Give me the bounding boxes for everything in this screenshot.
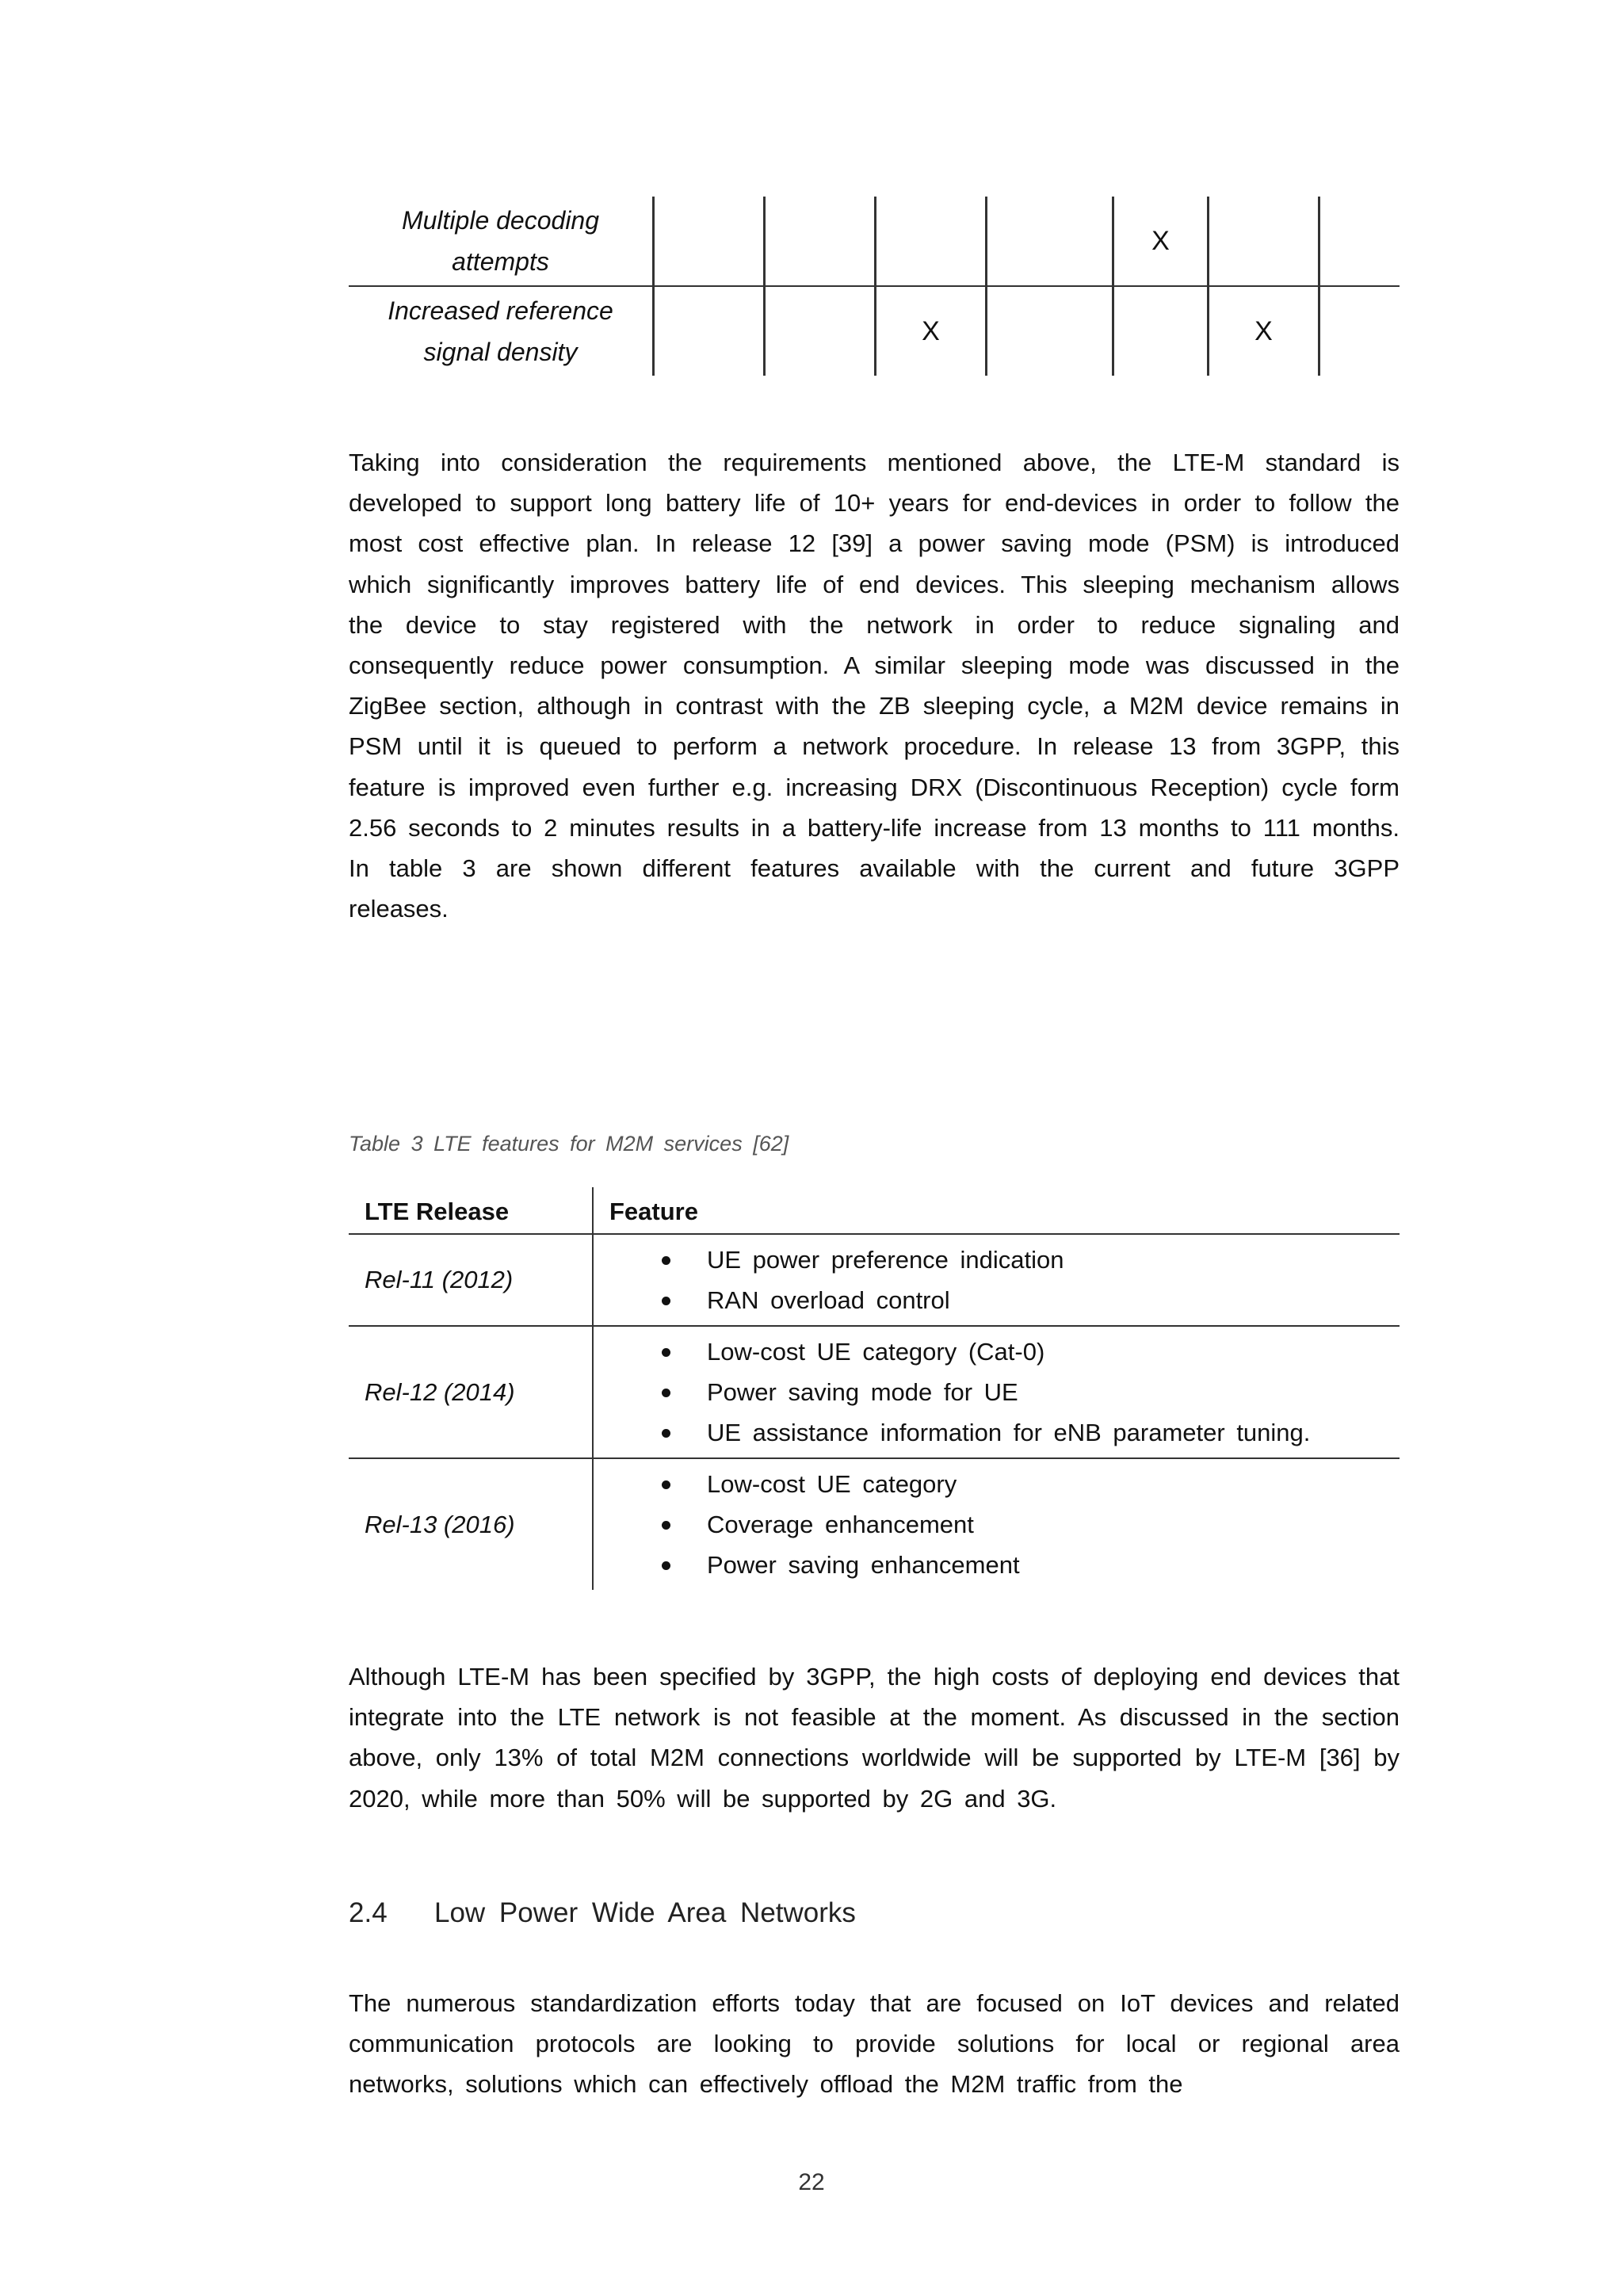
bullet-icon [662, 1480, 670, 1489]
table-cell [876, 197, 987, 286]
row-label-line: Increased reference [388, 296, 613, 325]
table-cell [1113, 286, 1209, 376]
feature-text: UE power preference indication [707, 1246, 1064, 1274]
table-row [349, 286, 1400, 376]
feature-text: Power saving enhancement [707, 1551, 1020, 1579]
body-paragraph-lte-m-cost: Although LTE-M has been specified by 3GPP, the high costs of deploying end devices that integrate into the LTE network is not feasible at the moment. As discussed in the section above, only 13% of total M2M connections worldwide will be supported by LTE-M [36] by 2020, while more than 50% will be supported by 2G and 3G. [349, 1663, 1400, 1813]
bullet-icon [662, 1429, 670, 1438]
feature-text: RAN overload control [707, 1286, 950, 1314]
feature-text: UE assistance information for eNB parameter tuning. [707, 1419, 1311, 1446]
section-number: 2.4 [349, 1897, 388, 1928]
body-paragraph-lte-m: Taking into consideration the requirements mentioned above, the LTE-M standard is developed to support long battery life of 10+ years for end-devices in order to follow the most cost effective plan. In release 12 [39] a power saving mode (PSM) is introduced which significantly improves battery life of end devices. This sleeping mechanism allows the device to stay registered with the network in order to reduce signaling and consequently reduce power consumption. A similar sleeping mode was discussed in the ZigBee section, although in contrast with the ZB sleeping cycle, a M2M device remains in PSM until it is queued to perform a network procedure. In release 13 from 3GPP, this feature is improved even further e.g. increasing DRX (Discontinuous Reception) cycle form 2.56 seconds to 2 minutes results in a battery-life increase from 13 months to 111 months. In table 3 are shown different features available with the current and future 3GPP releases. [349, 449, 1400, 923]
feature-text: Power saving mode for UE [707, 1378, 1018, 1406]
column-header-feature: Feature [593, 1187, 1400, 1234]
table-row [349, 1326, 1400, 1458]
table-cell: X [1209, 286, 1319, 376]
table-cell [765, 197, 876, 286]
table-row [349, 1458, 1400, 1590]
table-cell [1209, 197, 1319, 286]
row-label-line: signal density [423, 338, 578, 366]
requirements-table-continued [349, 197, 1400, 376]
list-item [594, 1280, 1400, 1320]
table-caption: Table 3 LTE features for M2M services [62] [349, 1132, 789, 1156]
bullet-icon [662, 1348, 670, 1357]
list-item [594, 1504, 1400, 1545]
release-cell: Rel-11 (2012) [349, 1234, 593, 1326]
table-cell: X [1113, 197, 1209, 286]
section-title: Low Power Wide Area Networks [434, 1897, 856, 1928]
table-cell [987, 286, 1113, 376]
bullet-icon [662, 1297, 670, 1305]
list-item [594, 1545, 1400, 1585]
row-label [349, 197, 654, 286]
release-cell: Rel-13 (2016) [365, 1510, 515, 1538]
feature-list [594, 1331, 1400, 1453]
feature-cell [593, 1326, 1400, 1458]
bullet-icon [662, 1521, 670, 1530]
list-item [594, 1372, 1400, 1412]
row-label-line: Multiple decoding [401, 206, 600, 235]
feature-list [594, 1464, 1400, 1585]
feature-text: Low-cost UE category [707, 1470, 957, 1498]
bullet-icon [662, 1389, 670, 1397]
feature-cell [593, 1458, 1400, 1590]
feature-list [594, 1240, 1400, 1320]
feature-cell [593, 1234, 1400, 1326]
table-header-row [349, 1187, 1400, 1234]
release-cell: Rel-12 (2014) [349, 1326, 593, 1458]
body-paragraph-lpwan: The numerous standardization efforts today that are focused on IoT devices and related communication protocols are looking to provide solutions for local or regional area networks, solutions which can effectively offload the M2M traffic from the [349, 1989, 1400, 2099]
bullet-icon [662, 1561, 670, 1570]
feature-text: Coverage enhancement [707, 1511, 974, 1538]
section-heading [349, 1897, 856, 1929]
column-header-release: LTE Release [349, 1187, 593, 1234]
bullet-icon [662, 1256, 670, 1265]
table-cell [654, 197, 765, 286]
table-row [349, 1234, 1400, 1326]
table-cell [987, 197, 1113, 286]
table-cell [654, 286, 765, 376]
list-item [594, 1464, 1400, 1504]
list-item [594, 1412, 1400, 1453]
row-label [349, 286, 654, 376]
lte-features-table [349, 1187, 1400, 1590]
list-item [594, 1240, 1400, 1280]
table-cell [1319, 286, 1400, 376]
feature-text: Low-cost UE category (Cat-0) [707, 1338, 1045, 1366]
table-cell: X [876, 286, 987, 376]
list-item [594, 1331, 1400, 1372]
table-cell [765, 286, 876, 376]
page-number: 22 [798, 2169, 825, 2195]
row-label-line: attempts [452, 247, 549, 276]
table-row [349, 197, 1400, 286]
table-cell [1319, 197, 1400, 286]
